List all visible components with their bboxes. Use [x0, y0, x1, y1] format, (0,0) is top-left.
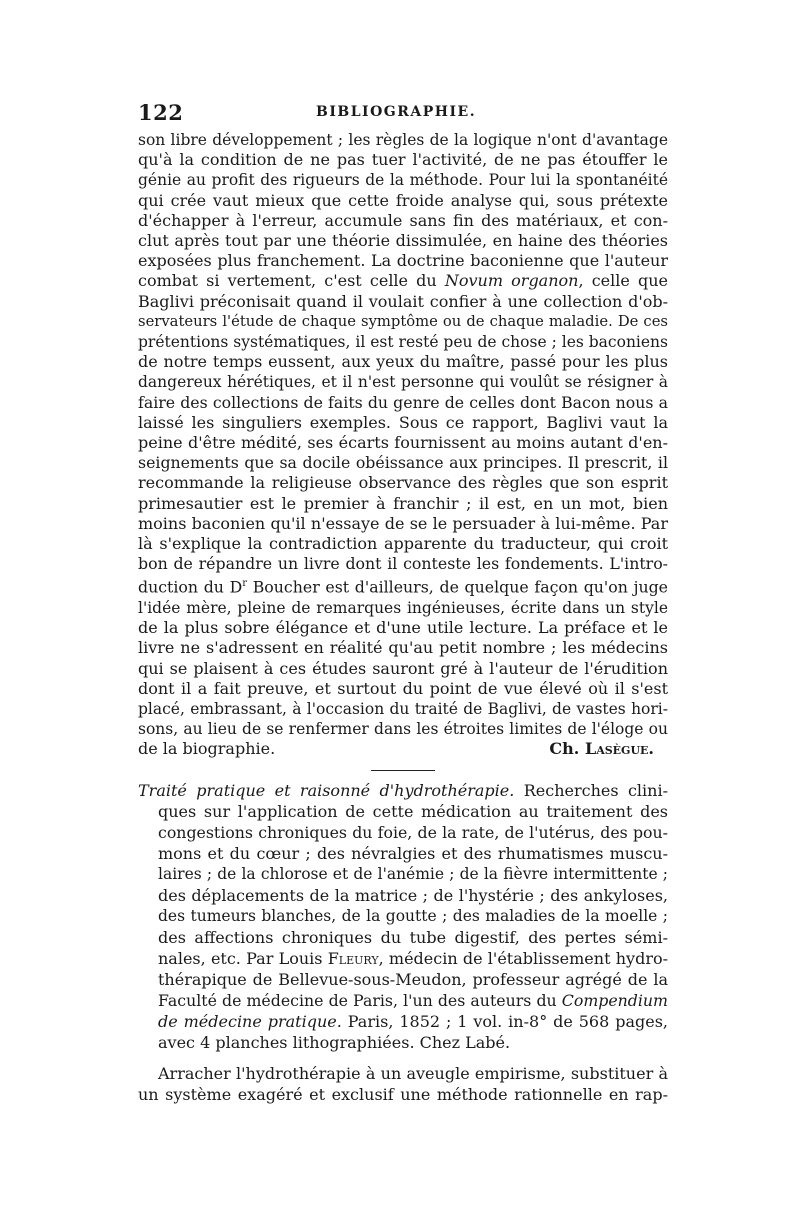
text-line: peine d'être médité, ses écarts fournissent au moins autant d'en-: [138, 433, 668, 453]
text-fragment: duction du D: [138, 577, 243, 597]
text-line: [138, 574, 668, 597]
section-title: BIBLIOGRAPHIE.: [316, 104, 477, 120]
novum-organon-title: Novum organon: [444, 271, 579, 291]
text-line: de notre temps eussent, aux yeux du maître, passé pour les plus: [138, 352, 668, 372]
text-fragment: , médecin de l'établissement hydro-: [378, 948, 668, 968]
text-fragment: combat si vertement, c'est celle du: [138, 271, 445, 291]
text-line: dont il a fait preuve, et surtout du point de vue élevé où il s'est: [138, 678, 668, 698]
text-fragment: Paris, 1852 ; 1 vol. in-8° de 568 pages,: [341, 1011, 668, 1031]
text-line: de la plus sobre élégance et d'une utile lecture. La préface et le: [138, 618, 668, 638]
text-line: des tumeurs blanches, de la goutte ; des maladies de la moelle ;: [158, 906, 668, 925]
text-line: servateurs l'étude de chaque symptôme ou de chaque maladie. De ces: [138, 312, 668, 330]
text-line: [138, 1011, 668, 1032]
book-entry-hydrotherapie: [138, 780, 668, 1053]
text-line: moins baconien qu'il n'essaye de se le persuader à lui-même. Par: [138, 513, 668, 533]
signature-name: Lasègue.: [584, 739, 654, 759]
author-line: [138, 948, 668, 969]
text-line: l'idée mère, pleine de remarques ingénieuses, écrite dans un style: [138, 598, 668, 617]
text-line: bon de répandre un livre dont il conteste les fondements. L'intro-: [138, 554, 668, 574]
text-line: qui crée vaut mieux que cette froide analyse qui, sous prétexte: [138, 190, 668, 210]
page: [138, 100, 668, 1105]
signature-prefix: Ch.: [549, 739, 585, 759]
text-line: exposées plus franchement. La doctrine baconienne que l'auteur: [138, 251, 668, 271]
running-head: [138, 100, 668, 130]
text-line: avec 4 planches lithographiées. Chez Labé.: [158, 1032, 511, 1052]
text-fragment: , celle que: [578, 271, 668, 291]
text-line: livre ne s'adressent en réalité qu'au petit nombre ; les médecins: [138, 638, 668, 658]
text-line: seignements que sa docile obéissance aux principes. Il prescrit, il: [138, 453, 668, 473]
text-line: ques sur l'application de cette médication au traitement des: [158, 801, 668, 821]
text-fragment: Recherches clini-: [514, 780, 668, 800]
text-line: placé, embrassant, à l'occasion du traité de Baglivi, de vastes hori-: [138, 699, 668, 718]
text-line: qu'à la condition de ne pas tuer l'activité, de ne pas étouffer le: [138, 150, 668, 170]
text-line: laissé les singuliers exemples. Sous ce rapport, Baglivi vaut la: [138, 412, 668, 432]
text-line: mons et du cœur ; des névralgies et des rhumatismes muscu-: [158, 843, 668, 863]
text-line: dangereux hérétiques, et il n'est personne qui voulût se résigner à: [138, 373, 668, 392]
signature-line: [138, 739, 668, 759]
text-line: un système exagéré et exclusif une méthode rationnelle en rap-: [138, 1084, 668, 1104]
text-line: clut après tout par une théorie dissimulée, en haine des théories: [138, 231, 668, 251]
text-line: génie au profit des rigueurs de la méthode. Pour lui la spontanéité: [138, 171, 668, 190]
text-line: d'échapper à l'erreur, accumule sans fin des matériaux, et con-: [138, 210, 668, 230]
text-line: là s'explique la contradiction apparente du traducteur, qui croit: [138, 534, 668, 554]
author-name: Fleury: [327, 948, 379, 968]
text-fragment: Boucher est d'ailleurs, de quelque façon qu'on juge: [247, 577, 668, 597]
text-line: Baglivi préconisait quand il voulait confier à une collection d'ob-: [138, 291, 668, 311]
paragraph-baglivi-review: [138, 130, 668, 760]
superscript: r: [242, 578, 248, 590]
text-fragment: Faculté de médecine de Paris, l'un des auteurs du: [158, 990, 562, 1010]
section-divider: [371, 770, 435, 771]
book-title-line: [138, 780, 668, 801]
text-line: primesautier est le premier à franchir ; il est, en un mot, bien: [138, 493, 668, 513]
paragraph-hydrotherapie: [138, 1063, 668, 1105]
text-fragment: nales, etc. Par Louis: [158, 948, 328, 968]
text-line: son libre développement ; les règles de la logique n'ont d'avantage: [138, 131, 668, 149]
text-line: faire des collections de faits du genre de celles dont Bacon nous a: [138, 392, 668, 412]
page-number: 122: [138, 100, 184, 125]
text-line: qui se plaisent à ces études sauront gré à l'auteur de l'érudition: [138, 658, 668, 678]
text-line: prétentions systématiques, il est resté peu de chose ; les baconiens: [138, 333, 668, 352]
text-line: sons, au lieu de se renfermer dans les étroites limites de l'éloge ou: [138, 720, 668, 739]
text-line: congestions chroniques du foie, de la rate, de l'utérus, des pou-: [158, 822, 668, 842]
compendium-title-cont: de médecine pratique.: [158, 1011, 342, 1031]
text-line: [138, 271, 668, 291]
text-line: des déplacements de la matrice ; de l'hystérie ; des ankyloses,: [158, 885, 668, 905]
compendium-title: Compendium: [561, 990, 668, 1010]
text-line: thérapique de Bellevue-sous-Meudon, professeur agrégé de la: [158, 969, 668, 989]
text-line: [138, 990, 668, 1011]
text-line: recommande la religieuse observance des règles que son esprit: [138, 473, 668, 493]
text-line: Arracher l'hydrothérapie à un aveugle empirisme, substituer à: [158, 1063, 668, 1083]
text-line: de la biographie.: [138, 739, 276, 759]
text-line: des affections chroniques du tube digestif, des pertes sémi-: [158, 927, 668, 947]
signature: [549, 739, 654, 759]
text-line: laires ; de la chlorose et de l'anémie ; de la fièvre intermittente ;: [158, 864, 668, 883]
book-title: Traité pratique et raisonné d'hydrothérapie.: [138, 780, 515, 800]
